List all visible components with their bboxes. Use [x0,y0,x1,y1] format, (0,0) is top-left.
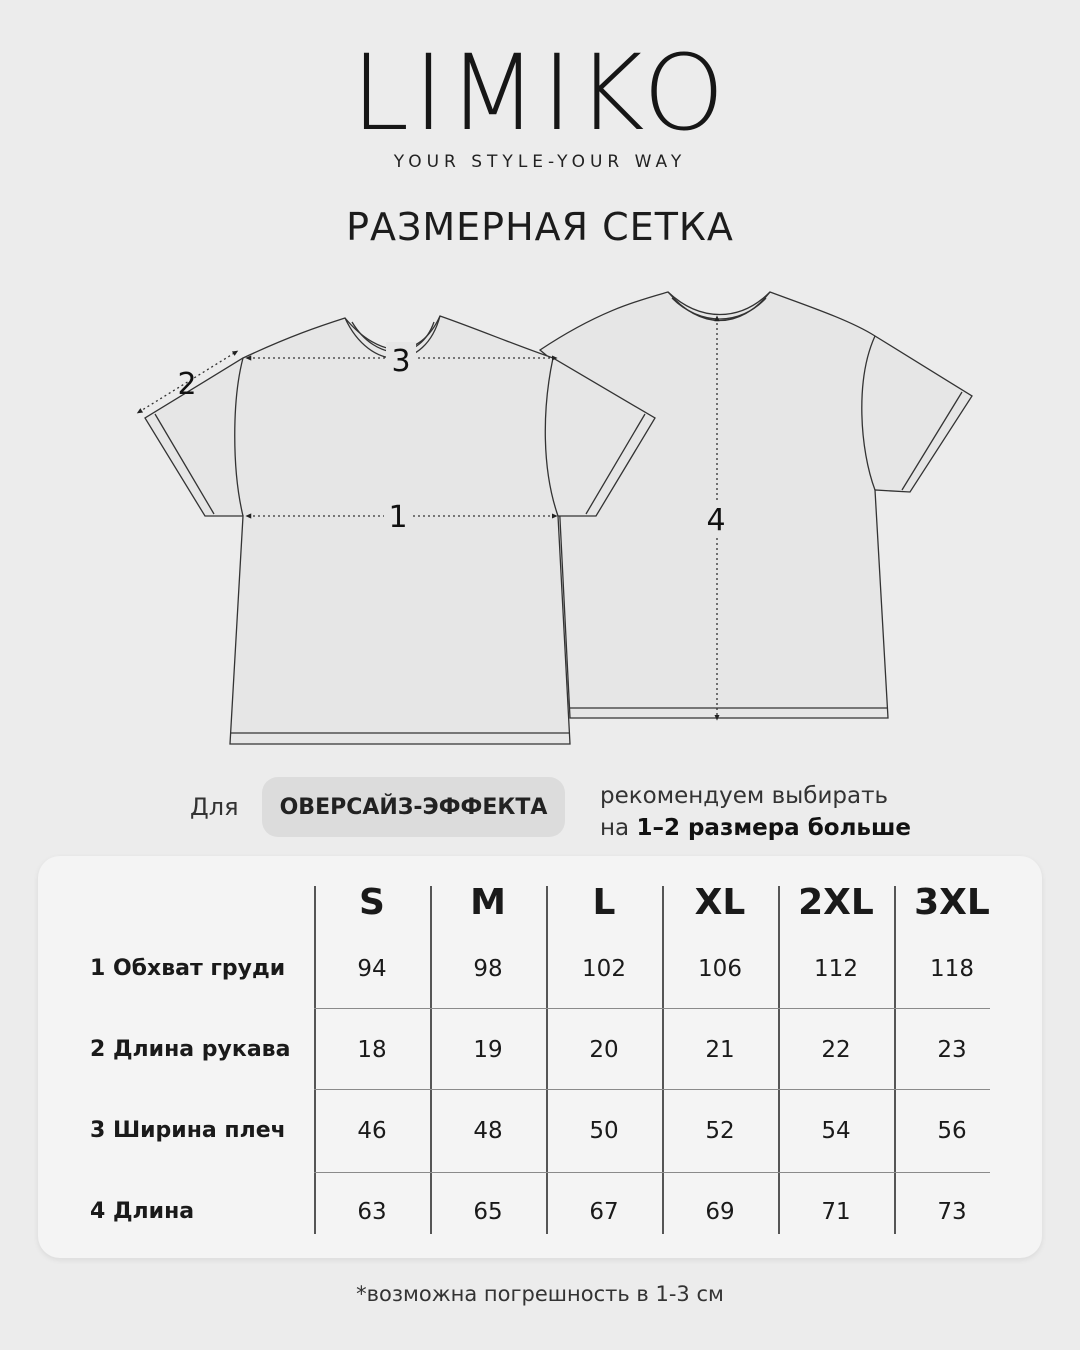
table-cell: 69 [705,1199,735,1225]
table-cell: 56 [937,1118,967,1144]
measure-label-chest: 1 [388,500,408,535]
oversize-badge-text: ОВЕРСАЙЗ-ЭФФЕКТА [279,794,548,820]
row-divider [314,1172,990,1173]
tshirt-back-outline [540,292,972,718]
table-cell: 48 [473,1118,503,1144]
row-label-sleeve: 2 Длина рукава [90,1037,291,1062]
table-cell: 46 [357,1118,387,1144]
oversize-badge [262,777,565,837]
table-cell: 118 [930,956,974,982]
table-cell: 50 [589,1118,619,1144]
table-cell: 94 [357,956,387,982]
size-header-3xl: 3XL [914,882,990,923]
table-cell: 22 [821,1037,851,1063]
recommendation-line-2-bold: 1–2 размера больше [636,815,911,841]
table-cell: 102 [582,956,626,982]
table-cell: 65 [473,1199,503,1225]
size-header-s: S [359,882,385,923]
tshirt-measurement-diagram [0,270,1080,760]
row-label-length: 4 Длина [90,1199,195,1224]
table-cell: 71 [821,1199,851,1225]
table-cell: 21 [705,1037,735,1063]
recommendation-line-1: рекомендуем выбирать [600,783,889,809]
table-cell: 52 [705,1118,735,1144]
note-prefix: Для [190,793,239,821]
brand-tagline: YOUR STYLE-YOUR WAY [393,152,687,172]
measure-label-length: 4 [706,503,726,538]
recommendation-line-2-prefix: на [600,815,630,841]
measure-label-sleeve: 2 [177,367,197,402]
size-header-l: L [592,882,616,923]
size-header-2xl: 2XL [798,882,874,923]
size-header-m: M [470,882,506,923]
brand-logo: LIMIKO [351,32,729,154]
size-header-xl: XL [694,882,746,923]
table-cell: 106 [698,956,742,982]
fit-recommendation [600,780,911,844]
table-cell: 73 [937,1199,967,1225]
table-cell: 19 [473,1037,503,1063]
table-cell: 98 [473,956,503,982]
row-divider [314,1089,990,1090]
page-title: РАЗМЕРНАЯ СЕТКА [346,205,734,249]
measure-label-shoulders: 3 [391,344,411,379]
size-table [38,856,1042,1258]
table-cell: 112 [814,956,858,982]
row-label-shoulders: 3 Ширина плеч [90,1118,286,1143]
table-cell: 67 [589,1199,619,1225]
row-divider [314,1008,990,1009]
table-cell: 54 [821,1118,851,1144]
table-cell: 20 [589,1037,619,1063]
table-cell: 23 [937,1037,967,1063]
recommendation-line-2 [600,812,911,844]
row-label-chest: 1 Обхват груди [90,956,286,981]
tolerance-footnote: *возможна погрешность в 1-3 см [356,1282,724,1306]
table-cell: 18 [357,1037,387,1063]
table-cell: 63 [357,1199,387,1225]
